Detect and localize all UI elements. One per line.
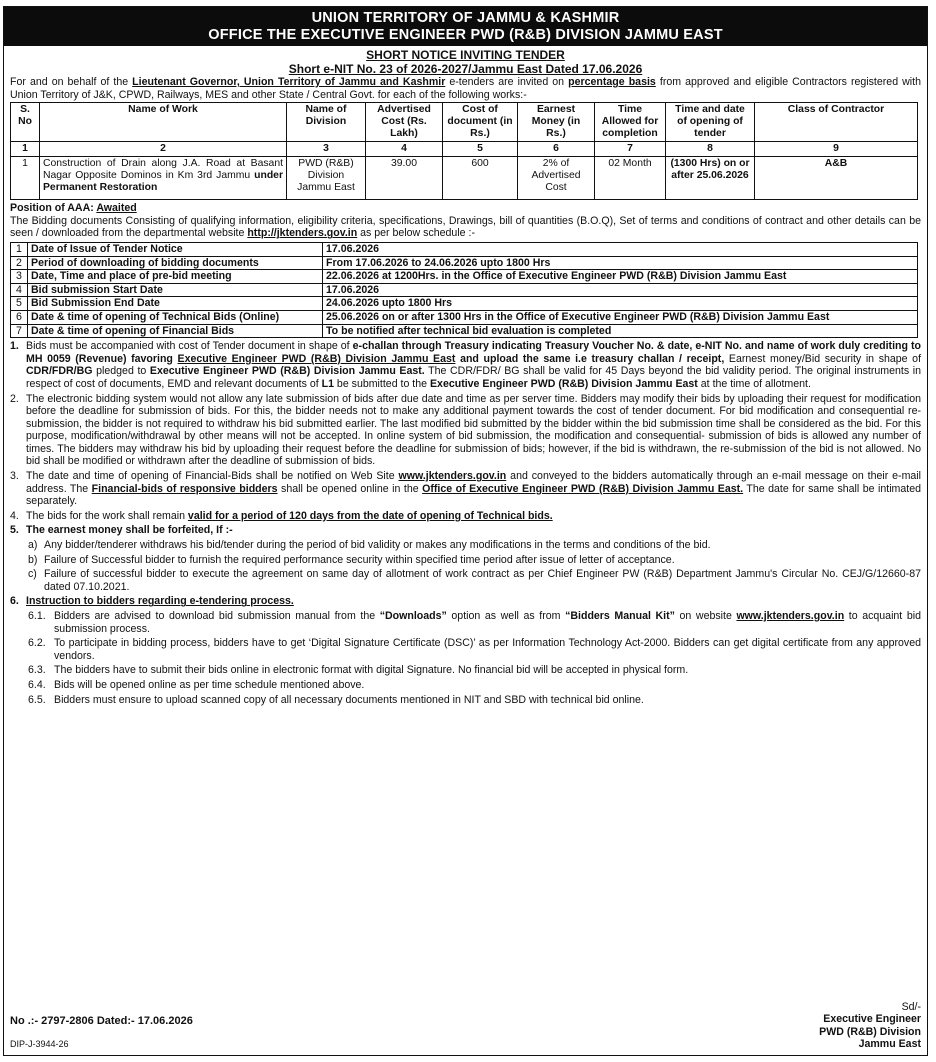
header-line-1: UNION TERRITORY OF JAMMU & KASHMIR (311, 10, 620, 26)
schedule-key: Date, Time and place of pre-bid meeting (28, 270, 323, 284)
bidding-docs-tail: as per below schedule :- (357, 227, 475, 240)
table-row (11, 242, 918, 256)
c61-c: option as well as from (446, 610, 566, 622)
sub-marker: 6.3. (28, 664, 46, 677)
work-table (10, 102, 918, 200)
c1-b: e-challan through Treasury indicating Treasury Voucher No. & date, e-NIT No. and name of work duly crediting to MH 0059 (Revenue) favoring (26, 340, 922, 365)
sub-text: Bidders must ensure to upload scanned copy of all necessary documents mentioned in NIT and SBD with technical bid online. (54, 693, 644, 706)
col-number: 1 (11, 142, 40, 157)
intro-text: from approved and eligible Contractors registered with Union Territory of J&K, CPWD, Railways, MES and other State / Central Govt. for each of the following works:- (10, 76, 921, 101)
sub-marker: b) (28, 553, 38, 566)
intro-text: e-tenders are invited on (445, 76, 569, 88)
col-number: 4 (366, 142, 443, 157)
col-header: Advertised Cost (Rs. Lakh) (366, 103, 443, 142)
clause-text (26, 340, 921, 390)
c4-b: valid for a period of 120 days from the date of opening of Technical bids. (187, 509, 553, 522)
schedule-value: 24.06.2026 upto 1800 Hrs (323, 297, 918, 311)
c1-f: CDR/FDR/BG (26, 365, 93, 378)
cell-time: 02 Month (595, 157, 666, 200)
bidding-docs-paragraph (4, 215, 927, 240)
table-row (11, 256, 918, 270)
sub-text: Failure of successful bidder to execute the agreement on same day of allotment of work contract as per Chief Engineer PW (R&B) Department Jammu's Circular No. CEJ/G/12660-87 dated 07.10.2021. (44, 568, 921, 593)
clause-marker: 3. (10, 470, 19, 483)
table-row (11, 297, 918, 311)
schedule-value: To be notified after technical bid evaluation is completed (323, 324, 918, 338)
sub-marker: 6.4. (28, 678, 46, 691)
cell-cost: 39.00 (366, 157, 443, 200)
clause-text (26, 510, 921, 523)
col-header: S. No (11, 103, 40, 142)
website-link[interactable]: www.jktenders.gov.in (736, 610, 845, 622)
col-number: 5 (443, 142, 518, 157)
c61-a: Bidders are advised to download bid submission manual from the (54, 610, 380, 622)
clause-marker: 5. (10, 524, 19, 537)
c3-f: Office of Executive Engineer PWD (R&B) Division Jammu East. (422, 482, 744, 495)
sub-marker: 6.1. (28, 610, 46, 622)
aaa-position (4, 202, 927, 215)
clause-marker: 2. (10, 392, 19, 405)
notice-frame (3, 6, 928, 1056)
c3-c: and conveyed to the bidders automatically through an e-mail message on their e-mail address. The (26, 470, 921, 495)
c61-b: “Downloads” (379, 610, 447, 622)
clause-title: The earnest money shall be forfeited, If :- (26, 524, 233, 537)
c1-g: pledged to (92, 365, 150, 378)
c1-l: Executive Engineer PWD (R&B) Division Jammu East (429, 377, 698, 390)
clause-6 (10, 595, 921, 608)
sub-text: Failure of Successful bidder to furnish the required performance security within specified time period after issue of letter of acceptance. (44, 553, 675, 566)
footer (4, 1001, 927, 1051)
sub-text: The bidders have to submit their bids online in electronic format with digital Signature. No financial bid will be accepted in physical form. (54, 664, 689, 677)
schedule-value: 17.06.2026 (323, 242, 918, 256)
signatory-place: Jammu East (858, 1038, 921, 1051)
col-number: 6 (518, 142, 595, 157)
website-link[interactable]: www.jktenders.gov.in (398, 470, 507, 483)
schedule-no: 6 (11, 310, 28, 324)
clause-6-4 (28, 679, 921, 692)
clause-marker: 4. (10, 509, 19, 522)
col-number: 3 (287, 142, 366, 157)
notice-subtitle: Short e-NIT No. 23 of 2026-2027/Jammu East Dated 17.06.2026 (288, 62, 643, 76)
cell-emd: 2% of Advertised Cost (518, 157, 595, 200)
dip-code: DIP-J-3944-26 (10, 1038, 69, 1049)
clause-6-5 (28, 694, 921, 707)
clause-5a (28, 539, 921, 552)
notice-title: SHORT NOTICE INVITING TENDER (366, 48, 565, 62)
schedule-no: 1 (11, 242, 28, 256)
schedule-value: 25.06.2026 on or after 1300 Hrs in the Office of Executive Engineer PWD (R&B) Division Jammu East (323, 310, 918, 324)
schedule-key: Date & time of opening of Technical Bids (Online) (28, 310, 323, 324)
clause-6-3 (28, 664, 921, 677)
schedule-key: Period of downloading of bidding documents (28, 256, 323, 270)
schedule-value: 22.06.2026 at 1200Hrs. in the Office of Executive Engineer PWD (R&B) Division Jammu East (323, 270, 918, 284)
work-table-header (11, 103, 918, 142)
schedule-value: 17.06.2026 (323, 283, 918, 297)
schedule-value: From 17.06.2026 to 24.06.2026 upto 1800 Hrs (323, 256, 918, 270)
intro-percentage-basis: percentage basis (568, 76, 656, 88)
col-header: Time Allowed for completion (595, 103, 666, 142)
c3-e: shall be opened online in the (277, 482, 423, 495)
sub-marker: c) (28, 568, 37, 581)
clause-text (26, 470, 921, 508)
sub-marker: 6.5. (28, 693, 46, 706)
c1-a: Bids must be accompanied with cost of Tender document in shape of (26, 340, 353, 353)
sub-marker: a) (28, 539, 38, 552)
header-banner (4, 7, 927, 46)
intro-lg: Lieutenant Governor, Union Territory of Jammu and Kashmir (132, 76, 446, 88)
c3-a: The date and time of opening of Financial-Bids shall be notified on Web Site (26, 470, 399, 483)
cell-sno: 1 (11, 157, 40, 200)
reference-number: No .:- 2797-2806 Dated:- 17.06.2026 (10, 1014, 193, 1027)
sub-text (54, 610, 921, 635)
schedule-no: 5 (11, 297, 28, 311)
schedule-key: Date of Issue of Tender Notice (28, 242, 323, 256)
schedule-no: 2 (11, 256, 28, 270)
work-name: Construction of Drain along J.A. Road at Basant Nagar Opposite Dominos in Km 3rd Jammu (43, 158, 283, 182)
c61-g: to acquaint bid submission process. (54, 610, 921, 635)
clause-5b (28, 554, 921, 567)
c1-i: The CDR/FDR/ BG shall be valid for 45 Days beyond the bid validity period. The original instruments in respect of cost of documents, EMD and relevant documents of (26, 365, 921, 390)
clause-5 (10, 524, 921, 537)
signatory-division: PWD (R&B) Division (819, 1025, 921, 1038)
schedule-key: Date & time of opening of Financial Bids (28, 324, 323, 338)
schedule-no: 3 (11, 270, 28, 284)
col-header: Time and date of opening of tender (666, 103, 755, 142)
clause-4 (10, 510, 921, 523)
col-header: Name of Division (287, 103, 366, 142)
cell-doc-cost: 600 (443, 157, 518, 200)
table-row (11, 283, 918, 297)
c1-e: Earnest money/Bid security in shape of (724, 352, 922, 365)
clause-text: The electronic bidding system would not allow any late submission of bids after due date and time as per server time. Bidders may modify their bids by uploading their request for modification before the deadline for submission of bids. For this, the bidder needs not to make any additional payment towards the cost of tender document. For bid modification and consequential re-submission, the bidder is not required to withdraw his bid submitted earlier. The last modified bid submitted by the bidder within the bid submission time shall be considered as the bid. For this purpose, modification/withdrawal by other means will not be accepted. In online system of bid submission, the modification and consequential- submission of bids is allowed any number of times. The bidders may withdraw his bid by uploading their request before the deadline for submission of bids; however, if the bid is withdrawn, the re-submission of the bid is not allowed. No bid shall be modified or withdrawn after the deadline of submission of bids. (26, 392, 921, 468)
c1-k: be submitted to the (333, 377, 430, 390)
schedule-no: 4 (11, 283, 28, 297)
clause-title: Instruction to bidders regarding e-tendering process. (26, 595, 294, 608)
bidding-docs-text: The Bidding documents Consisting of qualifying information, eligibility criteria, specifications, Drawings, bill of quantities (B.O.Q), Set of terms and conditions of contract and other details can be seen / downloaded from the departmental website (10, 214, 921, 240)
c1-h: Executive Engineer PWD (R&B) Division Jammu East. (149, 365, 425, 378)
intro-text: For and on behalf of the (10, 76, 133, 88)
cell-work (40, 157, 287, 200)
table-row (11, 324, 918, 338)
col-header: Class of Contractor (755, 103, 918, 142)
c61-d: “Bidders Manual Kit” (565, 610, 675, 622)
c1-m: at the time of allotment. (697, 377, 811, 390)
col-number: 7 (595, 142, 666, 157)
clause-marker: 6. (10, 595, 19, 608)
c3-g: The date for same shall be intimated separately. (26, 482, 921, 508)
website-link[interactable]: http://jktenders.gov.in (247, 227, 358, 240)
header-line-2: OFFICE THE EXECUTIVE ENGINEER PWD (R&B) DIVISION JAMMU EAST (208, 27, 723, 43)
cell-opening: (1300 Hrs) on or after 25.06.2026 (666, 157, 755, 200)
sub-text: Any bidder/tenderer withdraws his bid/tender during the period of bid validity or makes any modifications in the terms and conditions of the bid. (44, 539, 711, 552)
clause-1 (10, 340, 921, 390)
sub-text: To participate in bidding process, bidders have to get ‘Digital Signature Certificate (DSC)’ as per Information Technology Act-2000. Bidders can get digital certificate from any approved vendors. (54, 637, 921, 662)
clause-6-1 (28, 610, 921, 635)
clause-6-2 (28, 637, 921, 662)
sub-marker: 6.2. (28, 637, 46, 650)
c3-d: Financial-bids of responsive bidders (91, 482, 278, 495)
work-name-bold: under Permanent Restoration (43, 170, 283, 194)
col-number: 2 (40, 142, 287, 157)
schedule-key: Bid submission Start Date (28, 283, 323, 297)
aaa-value: Awaited (96, 202, 137, 215)
aaa-label: Position of AAA: (10, 202, 97, 215)
clauses (4, 340, 927, 706)
clause-3 (10, 470, 921, 508)
c1-j: L1 (321, 377, 334, 390)
clause-2 (10, 393, 921, 469)
c4-a: The bids for the work shall remain (26, 509, 188, 522)
work-table-numbers (11, 142, 918, 157)
col-header: Cost of document (in Rs.) (443, 103, 518, 142)
sd-mark: Sd/- (901, 1000, 921, 1013)
schedule-key: Bid Submission End Date (28, 297, 323, 311)
schedule-table (10, 242, 918, 338)
col-header: Name of Work (40, 103, 287, 142)
table-row (11, 157, 918, 200)
cell-class: A&B (755, 157, 918, 200)
c1-d: and upload the same i.e treasury challan / receipt, (455, 352, 725, 365)
c1-c: Executive Engineer PWD (R&B) Division Jammu East (177, 352, 456, 365)
signatory-title: Executive Engineer (823, 1013, 921, 1026)
sub-text: Bids will be opened online as per time schedule mentioned above. (54, 678, 365, 691)
c61-e: on website (674, 610, 737, 622)
col-number: 8 (666, 142, 755, 157)
clause-marker: 1. (10, 340, 19, 353)
schedule-no: 7 (11, 324, 28, 338)
table-row (11, 310, 918, 324)
col-number: 9 (755, 142, 918, 157)
col-header: Earnest Money (in Rs.) (518, 103, 595, 142)
clause-5c (28, 568, 921, 593)
intro-paragraph (4, 76, 927, 101)
table-row (11, 270, 918, 284)
cell-division: PWD (R&B) Division Jammu East (287, 157, 366, 200)
